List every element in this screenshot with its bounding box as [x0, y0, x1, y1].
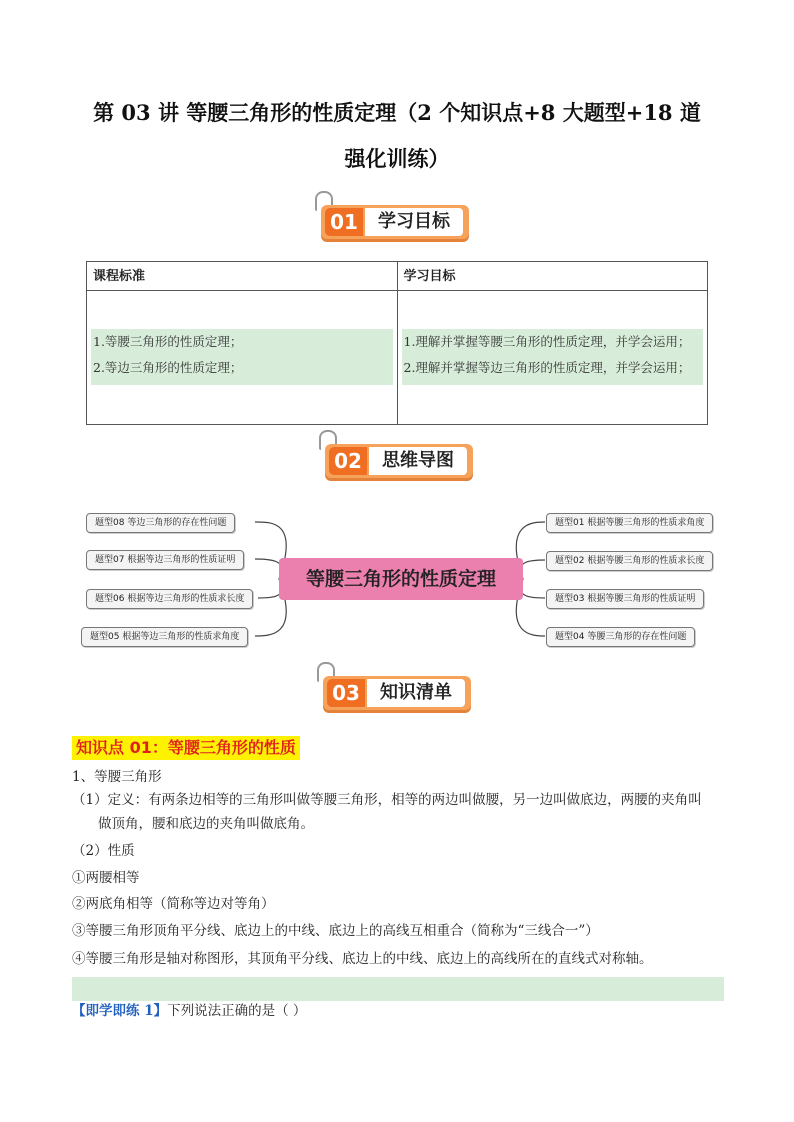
document-title	[60, 90, 734, 182]
section-number: 02	[329, 447, 367, 475]
mindmap-node-left-1: 题型08 等边三角形的存在性问题	[86, 513, 235, 533]
goals-table	[86, 261, 708, 425]
section-number: 01	[325, 208, 363, 236]
objective-item: 1.理解并掌握等腰三角形的性质定理，并学会运用；	[403, 334, 691, 349]
mindmap-node-right-1: 题型01 根据等腰三角形的性质求角度	[546, 513, 713, 533]
property-item: ③等腰三角形顶角平分线、底边上的中线、底边上的高线互相重合（简称为“三线合一”）	[72, 923, 599, 939]
mindmap-node-left-3: 题型06 根据等边三角形的性质求长度	[86, 589, 253, 609]
knowledge-point-title: 知识点 01：等腰三角形的性质	[72, 736, 300, 760]
objectives-cell	[397, 291, 708, 425]
mindmap-node-left-2: 题型07 根据等边三角形的性质证明	[86, 550, 244, 570]
section-label: 学习目标	[365, 208, 463, 236]
section-banner-mindmap	[325, 444, 479, 488]
standard-item: 2.等边三角形的性质定理；	[93, 360, 243, 375]
standards-cell	[87, 291, 398, 425]
mindmap-node-right-3: 题型03 根据等腰三角形的性质证明	[546, 589, 704, 609]
section-label: 知识清单	[367, 679, 465, 707]
knowledge-heading: 1、等腰三角形	[72, 769, 162, 785]
definition-line-1: （1）定义：有两条边相等的三角形叫做等腰三角形，相等的两边叫做腰，另一边叫做底边，两腰的夹角叫	[72, 792, 702, 808]
exercise-tag: 【即学即练 1】	[72, 1003, 168, 1019]
title-line-2: 强化训练）	[344, 146, 450, 171]
section-banner-goals	[321, 205, 475, 249]
mindmap-node-left-4: 题型05 根据等边三角形的性质求角度	[81, 627, 248, 647]
section-number: 03	[327, 679, 365, 707]
section-banner-knowledge	[323, 676, 477, 720]
exercise-text: 下列说法正确的是（ ）	[167, 1003, 307, 1019]
property-heading: （2）性质	[72, 843, 135, 859]
table-header-objectives: 学习目标	[397, 262, 708, 291]
exercise-prompt	[72, 1000, 306, 1022]
mindmap-node-right-2: 题型02 根据等腰三角形的性质求长度	[546, 551, 713, 571]
property-item: ①两腰相等	[72, 870, 140, 886]
table-header-standards: 课程标准	[87, 262, 398, 291]
title-line-1: 第 03 讲 等腰三角形的性质定理（2 个知识点+8 大题型+18 道	[93, 100, 701, 125]
property-item: ④等腰三角形是轴对称图形，其顶角平分线、底边上的中线、底边上的高线所在的直线式对称轴。	[72, 951, 653, 967]
highlight-bar	[72, 977, 724, 1001]
objective-item: 2.理解并掌握等边三角形的性质定理，并学会运用；	[403, 360, 691, 375]
mindmap-node-right-4: 题型04 等腰三角形的存在性问题	[546, 627, 695, 647]
definition-line-2: 做顶角，腰和底边的夹角叫做底角。	[98, 816, 314, 832]
property-item: ②两底角相等（简称等边对等角）	[72, 896, 275, 912]
section-label: 思维导图	[369, 447, 467, 475]
standard-item: 1.等腰三角形的性质定理；	[93, 334, 243, 349]
mindmap-center-node: 等腰三角形的性质定理	[279, 558, 523, 600]
